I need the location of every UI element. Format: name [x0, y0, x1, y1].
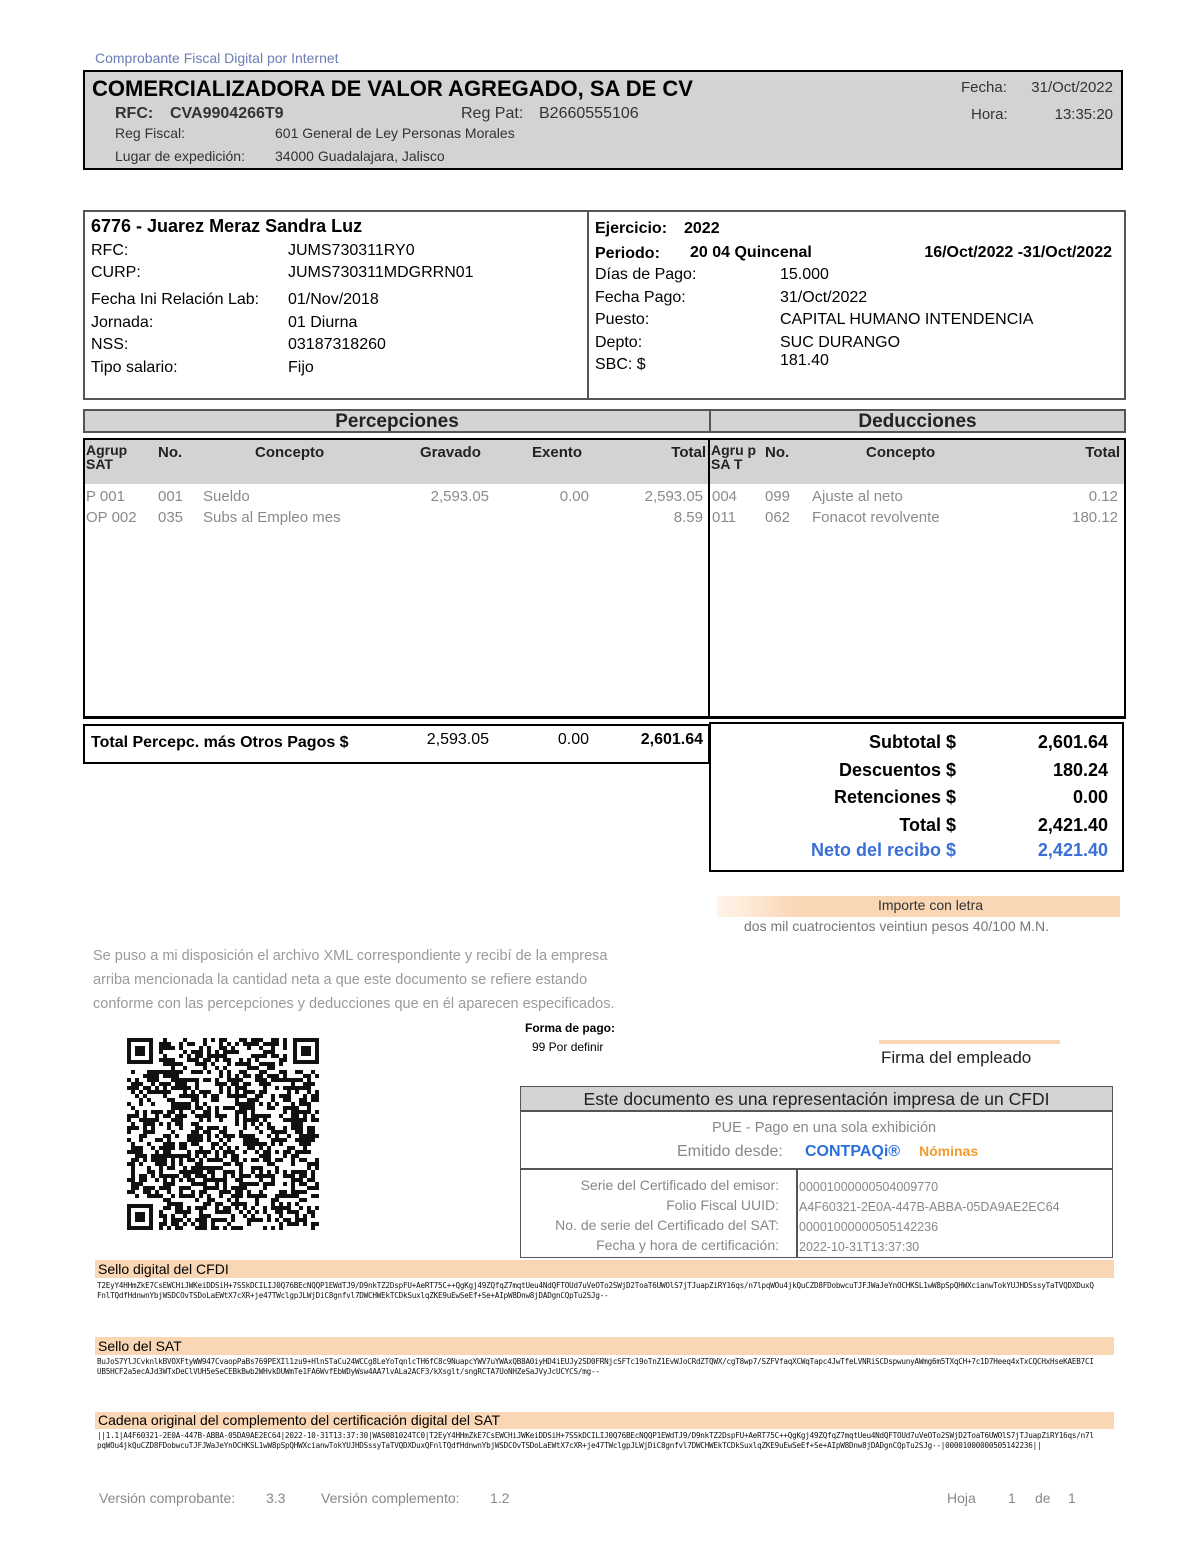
- declaracion-line: conforme con las percepciones y deducciones que en él aparecen especificados.: [93, 996, 615, 1012]
- employee-name: 6776 - Juarez Meraz Sandra Luz: [91, 216, 363, 236]
- employee-row-value: 01/Nov/2018: [288, 291, 379, 308]
- period-row-value: 15.000: [780, 266, 829, 283]
- retenciones-label: Retenciones $: [833, 787, 956, 807]
- reg-pat: B2660555106: [539, 105, 639, 122]
- neto-label: Neto del recibo $: [810, 840, 956, 860]
- employee-row-label: RFC:: [91, 242, 129, 259]
- employee-row-value: JUMS730311RY0: [288, 242, 415, 259]
- cfdi-info-label: Serie del Certificado del emisor:: [580, 1177, 779, 1193]
- firma-line: [879, 1040, 1060, 1044]
- table-cell: Fonacot revolvente: [812, 509, 940, 526]
- company-rfc: CVA9904266T9: [170, 105, 284, 122]
- employee-row-label: Jornada:: [91, 313, 154, 331]
- period-row-value: CAPITAL HUMANO INTENDENCIA: [780, 311, 1034, 328]
- company-header: [83, 70, 1123, 170]
- employee-row-label: CURP:: [91, 264, 141, 281]
- lugar: 34000 Guadalajara, Jalisco: [275, 148, 445, 164]
- table-cell: 062: [765, 509, 791, 526]
- ded-no-col: [765, 486, 790, 528]
- employee-row-value: Fijo: [288, 358, 314, 376]
- employee-row-value: 03187318260: [288, 336, 386, 353]
- table-cell: 2,593.05: [430, 488, 489, 505]
- hoja-label: Hoja: [947, 1490, 976, 1506]
- perc-col-exento: Exento: [532, 444, 583, 461]
- cadena-title: Cadena original del complemento del certificación digital del SAT: [98, 1412, 501, 1428]
- ded-total-col: [1072, 486, 1118, 528]
- cfdi-info-value: 00001000000504009770: [799, 1180, 939, 1194]
- table-cell: 004: [712, 488, 738, 505]
- cfdi-metodo: PUE - Pago en una sola exhibición: [712, 1120, 937, 1136]
- cfdi-title-line: [521, 1110, 1112, 1112]
- sello-sat-band: [95, 1337, 1114, 1355]
- version-comprobante-label: Versión comprobante:: [99, 1490, 236, 1506]
- table-cell: 001: [158, 488, 184, 505]
- company-rfc-label: RFC:: [115, 105, 154, 122]
- percepciones-header: Percepciones: [83, 409, 711, 433]
- table-mid-line: [708, 438, 710, 718]
- ded-concepto-col: [812, 486, 940, 528]
- cfdi-info-labels: [521, 1175, 779, 1255]
- period-row-label: Puesto:: [595, 311, 650, 328]
- periodo: 20 04 Quincenal: [690, 244, 812, 261]
- hora: 13:35:20: [1054, 106, 1113, 123]
- sello-sat-text: BuJoS7YlJCvknlkBVOXFtyWW947CvaopPaBs769PEXIl1zu9+HlnSTaCu24WCCg8LeYoTqnlcTH6fC8c9NuapcYWV7uYWAxQB8A0iyHD4iEUJy2SD0FRNjcSFTc19oTnZ1EvWJoCRdZTQWX/cgT8wp7/SZFVfaqXCWqTapc4JwTfeLVNRiSCDspwunyAWmg6m5TXqCH+7c1D7Heeq4xTxCQCHxHseKAEB7CIUB5HCF2a5ecAJd3WTxDeClVUH5eSeCEBkBwb2WHvkDUWmTe1FA6WvfEbWDyWsw4AA7lvALa2ACF3/kXsglt/sngRCTA7UoNHZeSaJVyJcUCYCS/mg--: [97, 1357, 1094, 1376]
- descuentos-value: 180.24: [1052, 759, 1108, 780]
- table-cell: 8.59: [673, 509, 703, 526]
- cfdi-info-label: Folio Fiscal UUID:: [666, 1197, 779, 1213]
- firma-empleado: Firma del empleado: [881, 1048, 1032, 1067]
- retenciones-value: 0.00: [1072, 787, 1108, 807]
- period-row-value: SUC DURANGO: [780, 333, 901, 351]
- employee-row-value: 01 Diurna: [288, 313, 358, 331]
- lugar-label: Lugar de expedición:: [115, 148, 245, 164]
- table-top-line: [83, 438, 1126, 440]
- table-cell: Ajuste al neto: [812, 488, 903, 505]
- sello-cfdi-band: [95, 1260, 1114, 1278]
- cadena-text: ||1.1|A4F60321-2E0A-447B-ABBA-05DA9AE2EC64|2022-10-31T13:37:30|WAS081024TC0|T2EyY4HHmZkE7CsEWCHiJWKeiDDSiH+7SSkDCILIJ0Q76BEcNQQP1EWdTJ9/D9nkTZ2DspFU+AeRT75C++QgKgj49ZQfqZ7mqtUeu4NdQFTOUd7uVeOTo2SWjD2ToaT6UWOlS7jTJuapZiRY16qs/n7lpqWOu4jkQuCZD8FDobwcuTJFJWaJeYnOCHKSL1wW8pSpQHWXcianwTokYUJHDSssyTaTVQDXDuxQFnlTQdfHdnwnYbjWSDCOvTSDoLaEWtX7cXR+je47TWclgpJLWjDiC8gnfvl7DWCHWEkTCDkSuxlqZKE9uEwSeEf+Se+AIpW8Dnw8jDADgnCQpTu2SJg--|00001000000505142236||: [97, 1431, 1094, 1450]
- table-cell: OP 002: [86, 509, 137, 526]
- perc-total-col: [645, 486, 703, 528]
- period-row-label: Depto:: [595, 333, 643, 351]
- ded-col-total: Total: [1085, 444, 1120, 461]
- period-labels: [595, 264, 696, 377]
- table-cell: 0.12: [1088, 488, 1118, 505]
- table-right-line: [1124, 438, 1126, 718]
- employee-box-divider: [587, 210, 589, 400]
- period-values: [780, 264, 1033, 373]
- version-complemento: 1.2: [490, 1490, 510, 1506]
- forma-pago-label: Forma de pago:: [525, 1021, 616, 1035]
- employee-row-label: Fecha Ini Relación Lab:: [91, 291, 260, 308]
- period-row-label: Días de Pago:: [595, 266, 697, 283]
- perc-col-no: No.: [158, 444, 183, 461]
- perc-exento-col: [560, 486, 589, 507]
- perc-col-total: Total: [671, 444, 706, 461]
- ded-col-agrup: Agru p SA T: [711, 443, 763, 471]
- version-complemento-label: Versión complemento:: [321, 1490, 460, 1506]
- sello-cfdi-title: Sello digital del CFDI: [98, 1261, 229, 1277]
- employee-row-label: Tipo salario:: [91, 358, 178, 376]
- fecha: 31/Oct/2022: [1031, 79, 1113, 96]
- cfdi-info-label: Fecha y hora de certificación:: [596, 1237, 779, 1253]
- table-cell: Sueldo: [203, 488, 250, 505]
- table-left-line: [83, 438, 85, 718]
- table-cell: 035: [158, 509, 184, 526]
- ded-col-no: No.: [765, 444, 790, 461]
- ejercicio-label: Ejercicio:: [595, 220, 668, 237]
- subtotal-label: Subtotal $: [868, 732, 956, 752]
- perc-gravado-col: [431, 486, 489, 507]
- perc-agrup-col: [86, 486, 137, 528]
- cfdi-info-value: 2022-10-31T13:37:30: [799, 1240, 920, 1254]
- column-header-bar: [83, 440, 1126, 484]
- perc-concepto-col: [203, 486, 341, 528]
- document-type-label: Comprobante Fiscal Digital por Internet: [95, 50, 339, 66]
- hora-label: Hora:: [971, 106, 1008, 123]
- de-label: de: [1035, 1490, 1051, 1506]
- qr-code: [127, 1038, 319, 1230]
- reg-fiscal: 601 General de Ley Personas Morales: [275, 125, 515, 141]
- ded-agrup-col: [712, 486, 737, 528]
- sello-sat-title: Sello del SAT: [98, 1338, 182, 1354]
- total-percepciones: 2,601.64: [640, 731, 703, 748]
- period-row-value: 181.40: [780, 352, 829, 369]
- employee-values-a: [288, 240, 474, 284]
- table-cell: 0.00: [559, 488, 589, 505]
- periodo-rango: 16/Oct/2022 -31/Oct/2022: [924, 244, 1112, 261]
- reg-pat-label: Reg Pat:: [461, 105, 524, 122]
- period-row-value: 31/Oct/2022: [780, 288, 868, 306]
- employee-values-b: [288, 289, 386, 379]
- ejercicio: 2022: [684, 220, 720, 237]
- employee-labels-a: [91, 240, 141, 284]
- contpaqi-logo: CONTPAQi®: [805, 1143, 901, 1160]
- hoja: 1: [1008, 1490, 1016, 1506]
- total-value: 2,421.40: [1037, 814, 1108, 835]
- period-row-label: Fecha Pago:: [595, 288, 686, 306]
- periodo-label: Periodo:: [595, 245, 660, 262]
- perc-col-concepto: Concepto: [255, 444, 325, 461]
- reg-fiscal-label: Reg Fiscal:: [115, 125, 186, 141]
- declaracion-line: Se puso a mi disposición el archivo XML correspondiente y recibí de la empresa: [93, 948, 608, 964]
- total-percepciones-label: Total Percepc. más Otros Pagos $: [91, 734, 349, 751]
- contpaqi-product: Nóminas: [919, 1143, 979, 1159]
- declaracion-line: arriba mencionada la cantidad neta a que este documento se refiere estando: [93, 972, 588, 988]
- totals-values: [960, 729, 1108, 861]
- importe-label: Importe con letra: [877, 897, 984, 913]
- perc-no-col: [158, 486, 183, 528]
- cfdi-info-values: [799, 1177, 1060, 1257]
- forma-pago-value: 99 Por definir: [532, 1040, 604, 1054]
- total-gravado: 2,593.05: [426, 731, 489, 748]
- fecha-label: Fecha:: [961, 79, 1007, 96]
- neto-value: 2,421.40: [1037, 840, 1108, 860]
- cfdi-info-value: A4F60321-2E0A-447B-ABBA-05DA9AE2EC64: [799, 1200, 1060, 1214]
- cfdi-info-label: No. de serie del Certificado del SAT:: [555, 1217, 779, 1233]
- company-name: COMERCIALIZADORA DE VALOR AGREGADO, SA DE CV: [92, 76, 693, 101]
- table-cell: 099: [765, 488, 791, 505]
- table-cell: P 001: [86, 488, 125, 505]
- cfdi-info-divider: [796, 1168, 798, 1257]
- total-label: Total $: [899, 814, 956, 835]
- ded-col-concepto: Concepto: [866, 444, 936, 461]
- cfdi-info-line: [521, 1168, 1112, 1170]
- cfdi-info-value: 00001000000505142236: [799, 1220, 939, 1234]
- perc-col-gravado: Gravado: [420, 444, 481, 461]
- cfdi-emitido-label: Emitido desde:: [677, 1143, 783, 1160]
- version-comprobante: 3.3: [266, 1490, 286, 1506]
- de: 1: [1068, 1490, 1076, 1506]
- employee-row-value: JUMS730311MDGRRN01: [288, 264, 474, 281]
- totals-labels: [712, 729, 956, 861]
- table-cell: 011: [712, 509, 736, 526]
- period-row-label: SBC: $: [595, 356, 646, 373]
- employee-row-label: NSS:: [91, 336, 129, 353]
- table-cell: Subs al Empleo mes: [203, 509, 341, 526]
- employee-labels-b: [91, 289, 259, 379]
- sello-cfdi-text: T2EyY4HHmZkE7CsEWCHiJWKeiDDSiH+7SSkDCILIJ0Q76BEcNQQP1EWdTJ9/D9nkTZ2DspFU+AeRT75C++QgKgj49ZQfqZ7mqtUeu4NdQFTOUd7uVeOTo2SWjD2ToaT6UWOlS7jTJuapZiRY16qs/n7lpqWOu4jkQuCZD8FDobwcuTJFJWaJeYnOCHKSL1wW8pSpQHWXcianwTokYUJHDSssyTaTVQDXDuxQFnlTQdfHdnwnYbjWSDCOvTSDoLaEWtX7cXR+je47TWclgpJLWjDiC8gnfvl7DWCHWEkTCDkSuxlqZKE9uEwSeEf+Se+AIpW8Dnw8jDADgnCQpTu2SJg--: [97, 1281, 1094, 1300]
- table-cell: 2,593.05: [644, 488, 703, 505]
- table-bottom-line: [83, 716, 1126, 719]
- cfdi-title: Este documento es una representación impresa de un CFDI: [521, 1087, 1112, 1111]
- perc-col-agrup: Agrup SAT: [86, 443, 136, 471]
- deducciones-header: Deducciones: [709, 409, 1126, 433]
- table-cell: 180.12: [1072, 509, 1118, 526]
- total-exento: 0.00: [557, 731, 589, 748]
- importe-text: dos mil cuatrocientos veintiun pesos 40/100 M.N.: [744, 918, 1050, 934]
- declaracion: [93, 944, 615, 1016]
- subtotal-value: 2,601.64: [1037, 732, 1108, 752]
- descuentos-label: Descuentos $: [838, 759, 956, 780]
